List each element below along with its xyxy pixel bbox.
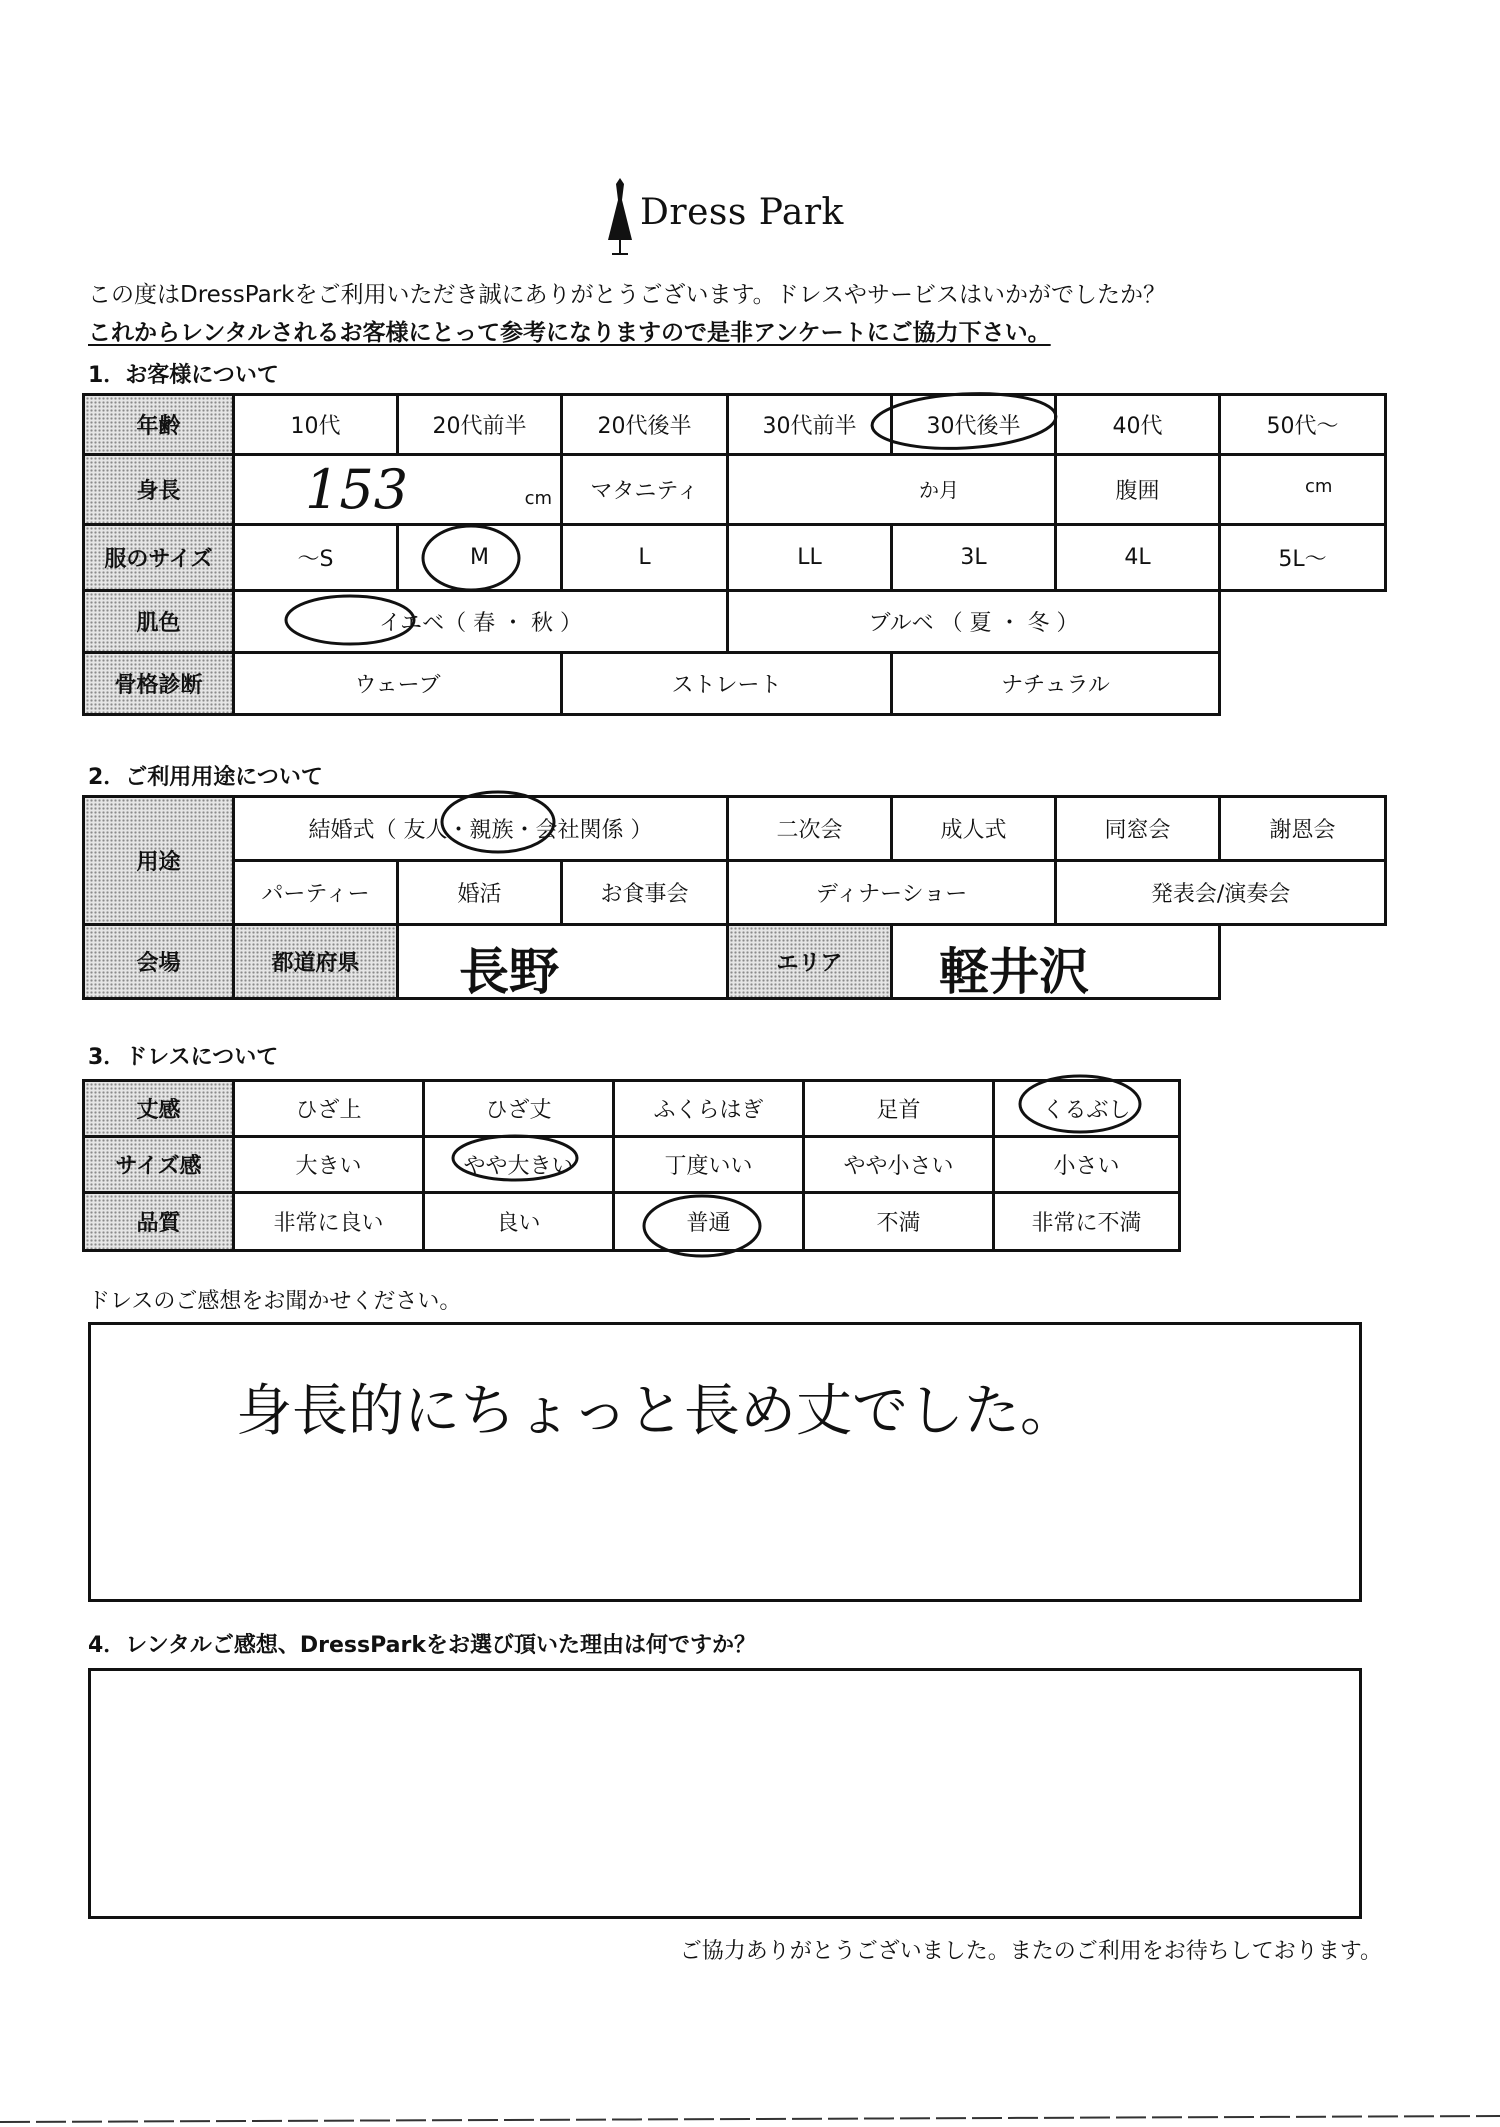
usage-option[interactable]: 成人式 xyxy=(892,797,1056,861)
intro-request: これからレンタルされるお客様にとって参考になりますので是非アンケートにご協力下さい。 xyxy=(88,320,1051,346)
usage-table xyxy=(82,795,1387,1000)
age-option[interactable]: 40代 xyxy=(1056,395,1220,455)
bone-row xyxy=(84,653,1386,715)
waist-label: 腹囲 xyxy=(1056,455,1220,525)
age-row xyxy=(84,395,1386,455)
size-option[interactable]: 3L xyxy=(892,525,1056,591)
dresspark-logo xyxy=(600,170,880,260)
area-field[interactable] xyxy=(892,925,1220,999)
bone-option[interactable]: ナチュラル xyxy=(892,653,1220,715)
size-option[interactable]: L xyxy=(562,525,728,591)
area-handwritten: 軽井沢 xyxy=(939,942,1090,999)
venue-row xyxy=(84,925,1386,999)
age-option[interactable]: 50代～ xyxy=(1220,395,1386,455)
length-option[interactable]: ひざ上 xyxy=(234,1081,424,1137)
brand-name: Dress Park xyxy=(640,192,844,233)
quality-option[interactable]: 非常に良い xyxy=(234,1193,424,1251)
length-option[interactable]: ひざ丈 xyxy=(424,1081,614,1137)
size-option[interactable]: 4L xyxy=(1056,525,1220,591)
dress-comment-box[interactable] xyxy=(88,1322,1362,1602)
size-row xyxy=(84,525,1386,591)
section4-title: 4．レンタルご感想、DressParkをお選び頂いた理由は何ですか？ xyxy=(88,1633,756,1658)
length-row xyxy=(84,1081,1180,1137)
dress-comment-prompt: ドレスのご感想をお聞かせください。 xyxy=(88,1289,462,1314)
fit-option[interactable]: 大きい xyxy=(234,1137,424,1193)
age-option[interactable]: 30代前半 xyxy=(728,395,892,455)
bone-option[interactable]: ストレート xyxy=(562,653,892,715)
waist-field[interactable] xyxy=(1220,455,1386,525)
dress-table xyxy=(82,1079,1181,1252)
length-label: 丈感 xyxy=(84,1081,234,1137)
quality-label: 品質 xyxy=(84,1193,234,1251)
quality-option-selected[interactable]: 普通 xyxy=(614,1193,804,1251)
footer-message: ご協力ありがとうございました。またのご利用をお待ちしております。 xyxy=(679,1939,1382,1964)
area-label: エリア xyxy=(728,925,892,999)
age-option[interactable]: 10代 xyxy=(234,395,398,455)
maternity-months-field[interactable] xyxy=(728,455,1056,525)
fit-label: サイズ感 xyxy=(84,1137,234,1193)
age-option[interactable]: 20代後半 xyxy=(562,395,728,455)
fit-row xyxy=(84,1137,1180,1193)
customer-table xyxy=(82,393,1387,716)
age-label: 年齢 xyxy=(84,395,234,455)
usage-row1 xyxy=(84,797,1386,861)
height-unit: cm xyxy=(524,488,552,509)
fit-option-selected[interactable]: やや大きい xyxy=(424,1137,614,1193)
size-option-selected[interactable]: M xyxy=(398,525,562,591)
prefecture-field[interactable] xyxy=(398,925,728,999)
fit-option[interactable]: やや小さい xyxy=(804,1137,994,1193)
rental-comment-box[interactable] xyxy=(88,1668,1362,1919)
bone-label: 骨格診断 xyxy=(84,653,234,715)
fit-option[interactable]: 丁度いい xyxy=(614,1137,804,1193)
usage-option[interactable]: 謝恩会 xyxy=(1220,797,1386,861)
age-option[interactable]: 20代前半 xyxy=(398,395,562,455)
scan-edge-line xyxy=(0,2116,1500,2122)
length-option-selected[interactable]: くるぶし xyxy=(994,1081,1180,1137)
usage-option[interactable]: パーティー xyxy=(234,861,398,925)
venue-label: 会場 xyxy=(84,925,234,999)
dress-icon xyxy=(600,170,640,260)
height-field[interactable] xyxy=(234,455,562,525)
length-option[interactable]: ふくらはぎ xyxy=(614,1081,804,1137)
size-option[interactable]: ～S xyxy=(234,525,398,591)
months-unit: か月 xyxy=(919,478,959,502)
bone-option[interactable]: ウェーブ xyxy=(234,653,562,715)
height-handwritten: 153 xyxy=(305,458,409,521)
usage-option[interactable]: ディナーショー xyxy=(728,861,1056,925)
usage-label: 用途 xyxy=(84,797,234,925)
dress-comment-handwritten: 身長的にちょっと長め丈でした。 xyxy=(236,1379,1076,1444)
height-row xyxy=(84,455,1386,525)
size-option[interactable]: 5L～ xyxy=(1220,525,1386,591)
waist-unit: cm xyxy=(1305,476,1333,497)
maternity-label: マタニティ xyxy=(562,455,728,525)
skin-row xyxy=(84,591,1386,653)
length-option[interactable]: 足首 xyxy=(804,1081,994,1137)
fit-option[interactable]: 小さい xyxy=(994,1137,1180,1193)
skin-label: 肌色 xyxy=(84,591,234,653)
quality-option[interactable]: 不満 xyxy=(804,1193,994,1251)
section1-title: 1．お客様について xyxy=(88,363,279,388)
quality-row xyxy=(84,1193,1180,1251)
usage-option[interactable]: 発表会/演奏会 xyxy=(1056,861,1386,925)
usage-row2 xyxy=(84,861,1386,925)
quality-option[interactable]: 良い xyxy=(424,1193,614,1251)
skin-blue-option[interactable]: ブルベ （ 夏 ・ 冬 ） xyxy=(728,591,1220,653)
size-option[interactable]: LL xyxy=(728,525,892,591)
usage-option[interactable]: 同窓会 xyxy=(1056,797,1220,861)
section2-title: 2．ご利用用途について xyxy=(88,765,323,790)
usage-option[interactable]: 婚活 xyxy=(398,861,562,925)
age-option-selected[interactable]: 30代後半 xyxy=(892,395,1056,455)
wedding-option[interactable]: 結婚式（ 友人・親族・会社関係 ） xyxy=(234,797,728,861)
height-label: 身長 xyxy=(84,455,234,525)
prefecture-handwritten: 長野 xyxy=(459,942,559,999)
size-label: 服のサイズ xyxy=(84,525,234,591)
section3-title: 3．ドレスについて xyxy=(88,1045,279,1070)
quality-option[interactable]: 非常に不満 xyxy=(994,1193,1180,1251)
usage-option[interactable]: 二次会 xyxy=(728,797,892,861)
usage-option[interactable]: お食事会 xyxy=(562,861,728,925)
skin-yellow-option[interactable]: イエベ（ 春 ・ 秋 ） xyxy=(234,591,728,653)
prefecture-label: 都道府県 xyxy=(234,925,398,999)
intro-text: この度はDressParkをご利用いただき誠にありがとうございます。ドレスやサービスはいかがでしたか？ xyxy=(88,282,1166,308)
